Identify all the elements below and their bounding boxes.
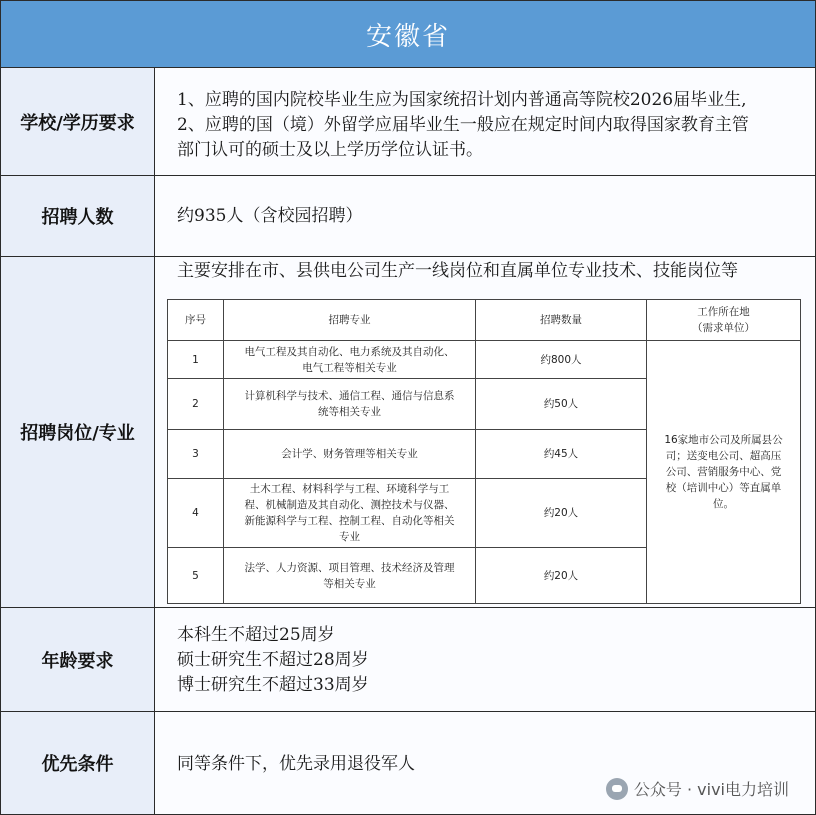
row-major-line: 法学、人力资源、项目管理、技术经济及管理 xyxy=(244,561,455,574)
title-bar xyxy=(1,1,815,68)
header-major: 招聘专业 xyxy=(224,300,476,341)
header-location xyxy=(647,300,801,341)
row-major xyxy=(224,341,476,379)
headcount-content xyxy=(155,176,815,256)
education-label: 学校/学历要求 xyxy=(1,68,155,175)
age-content xyxy=(155,608,815,711)
row-major-line: 程、机械制造及其自动化、测控技术与仪器、 xyxy=(244,499,455,511)
header-location-line-2: （需求单位） xyxy=(692,322,755,334)
positions-row xyxy=(1,257,815,608)
row-major-line: 统等相关专业 xyxy=(318,406,381,418)
row-index: 4 xyxy=(168,479,224,548)
headcount-value: 约935人（含校园招聘） xyxy=(177,206,363,226)
age-label: 年龄要求 xyxy=(1,608,155,711)
education-line-3: 部门认可的硕士及以上学历学位认证书。 xyxy=(177,140,483,160)
row-major-line: 新能源科学与工程、控制工程、自动化等相关 xyxy=(244,515,455,527)
row-quota: 约20人 xyxy=(476,548,647,604)
row-major-line: 土木工程、材料科学与工程、环境科学与工 xyxy=(249,483,450,495)
education-row xyxy=(1,68,815,176)
row-index: 5 xyxy=(168,548,224,604)
row-quota: 约20人 xyxy=(476,479,647,548)
education-content xyxy=(155,68,815,175)
watermark xyxy=(606,777,789,800)
row-quota: 约45人 xyxy=(476,430,647,479)
location-line: 公司、营销服务中心、党 xyxy=(665,466,782,478)
row-index: 2 xyxy=(168,379,224,430)
location-line: 16家地市公司及所属县公 xyxy=(664,434,783,446)
header-quota: 招聘数量 xyxy=(476,300,647,341)
location-line: 司；送变电公司、超高压 xyxy=(665,450,782,462)
row-major xyxy=(224,379,476,430)
wechat-official-account-icon xyxy=(606,778,628,800)
priority-value: 同等条件下，优先录用退役军人 xyxy=(177,754,415,774)
row-major-line: 等相关专业 xyxy=(323,577,376,590)
header-index: 序号 xyxy=(168,300,224,341)
header-location-line-1: 工作所在地 xyxy=(697,306,750,318)
row-major xyxy=(224,548,476,604)
row-major-line: 电气工程及其自动化、电力系统及其自动化、 xyxy=(244,345,455,358)
positions-label: 招聘岗位/专业 xyxy=(1,257,155,607)
row-major-line: 计算机科学与技术、通信工程、通信与信息系 xyxy=(244,390,455,402)
watermark-text: 公众号 · vivi电力培训 xyxy=(633,780,789,799)
page-title: 安徽省 xyxy=(365,21,450,52)
age-row xyxy=(1,608,815,712)
row-index: 3 xyxy=(168,430,224,479)
education-line-1: 1、应聘的国内院校毕业生应为国家统招计划内普通高等院校2026届毕业生, xyxy=(177,90,747,110)
age-line-1: 本科生不超过25周岁 xyxy=(177,625,335,645)
row-major-line: 电气工程等相关专业 xyxy=(302,361,397,374)
age-line-3: 博士研究生不超过33周岁 xyxy=(177,675,369,695)
positions-table-header xyxy=(168,300,801,341)
positions-table xyxy=(167,299,801,604)
education-line-2: 2、应聘的国（境）外留学应届毕业生一般应在规定时间内取得国家教育主管 xyxy=(177,115,749,135)
location-line: 位。 xyxy=(713,498,734,510)
headcount-row xyxy=(1,176,815,257)
row-major-line: 会计学、财务管理等相关专业 xyxy=(281,448,418,460)
row-quota: 约50人 xyxy=(476,379,647,430)
age-line-2: 硕士研究生不超过28周岁 xyxy=(177,650,369,670)
row-major-line: 专业 xyxy=(339,531,360,543)
row-major xyxy=(224,479,476,548)
positions-intro: 主要安排在市、县供电公司生产一线岗位和直属单位专业技术、技能岗位等 xyxy=(177,261,738,281)
location-cell xyxy=(647,341,801,604)
table-row xyxy=(168,341,801,379)
row-index: 1 xyxy=(168,341,224,379)
row-major xyxy=(224,430,476,479)
headcount-label: 招聘人数 xyxy=(1,176,155,256)
priority-label: 优先条件 xyxy=(1,712,155,814)
row-quota: 约800人 xyxy=(476,341,647,379)
location-line: 校（培训中心）等直属单 xyxy=(665,482,782,494)
positions-content xyxy=(155,257,815,607)
